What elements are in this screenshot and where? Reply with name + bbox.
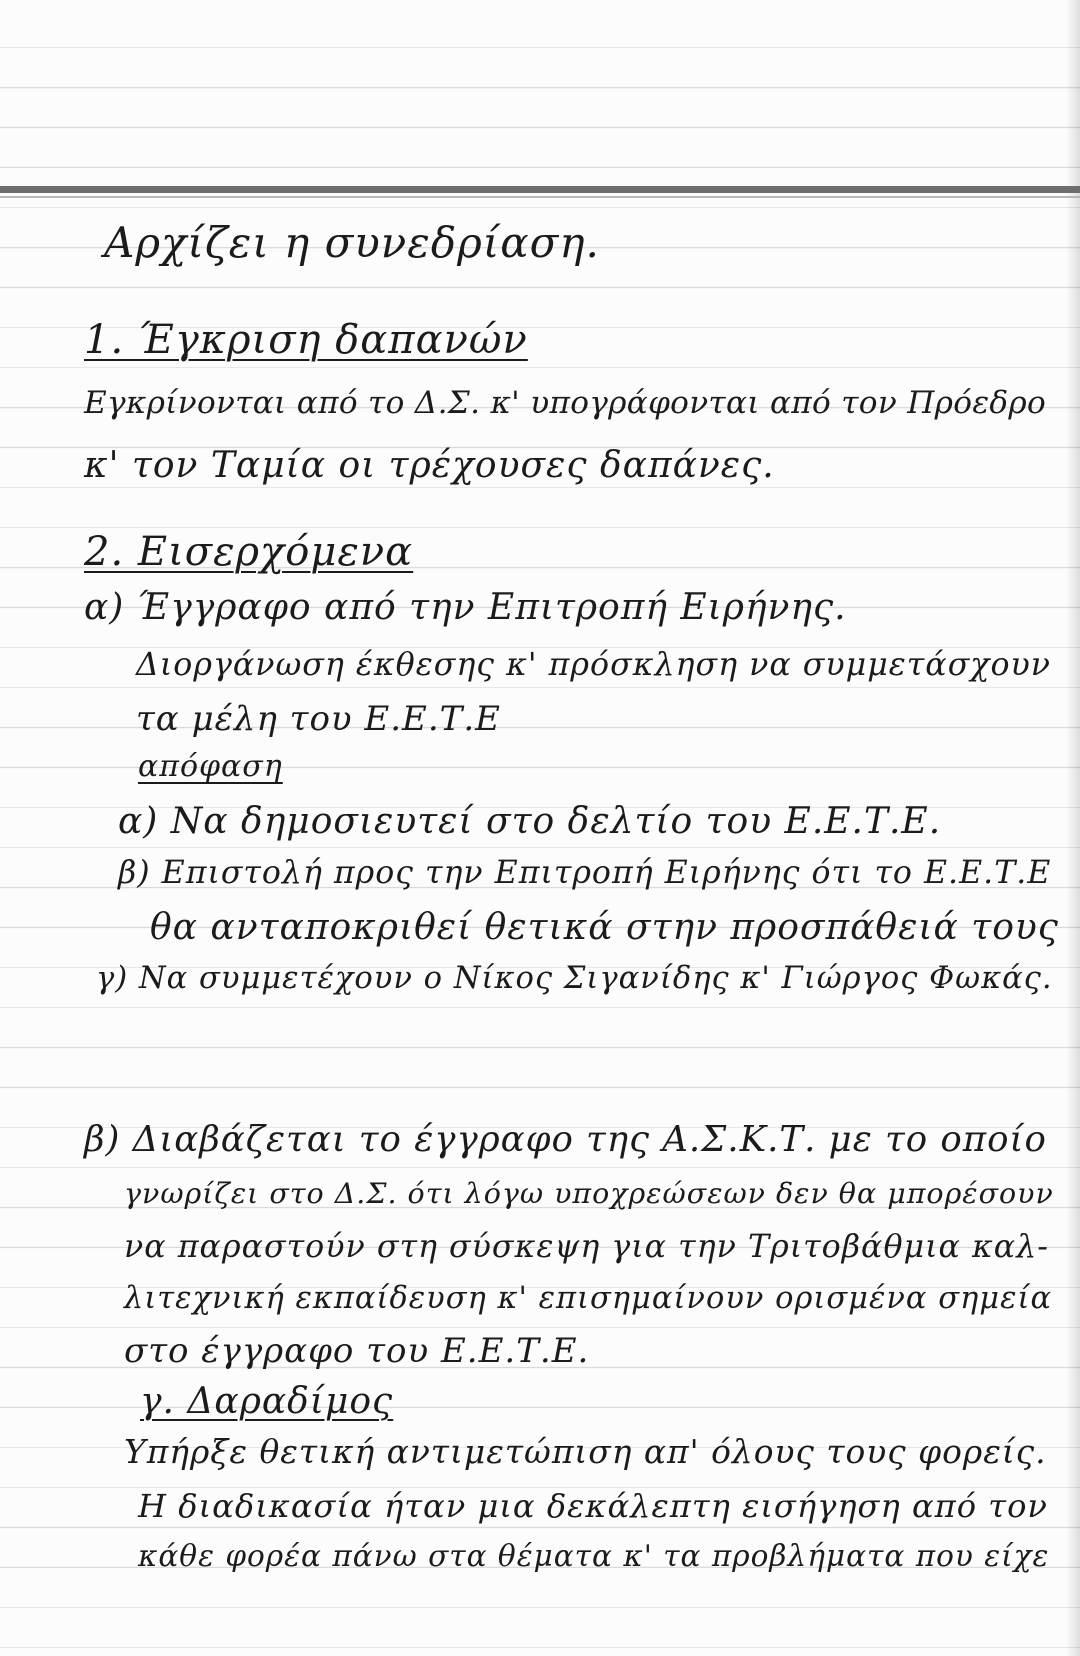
item2b-line1: β) Διαβάζεται το έγγραφο της Α.Σ.Κ.Τ. με το οποίο — [84, 1119, 1047, 1160]
item2a-decision-c: γ) Να συμμετέχουν ο Νίκος Σιγανίδης κ' Γιώργος Φωκάς. — [96, 961, 1053, 996]
page-edge-shadow — [1066, 0, 1080, 1656]
opening-line: Αρχίζει η συνεδρίαση. — [104, 218, 600, 267]
item2-heading: 2. Εισερχόμενα — [84, 529, 414, 575]
item2a-decision-b2: θα ανταποκριθεί θετικά στην προσπάθειά τους — [150, 907, 1059, 948]
item2a-line2: τα μέλη του Ε.Ε.Τ.Ε — [136, 699, 501, 739]
item2b-line3: να παραστούν στη σύσκεψη για την Τριτοβάθμια καλ- — [124, 1229, 1049, 1265]
item2a-line1: Διοργάνωση έκθεσης κ' πρόσκληση να συμμετάσχουν — [136, 647, 1052, 683]
item2b-line5: στο έγγραφο του Ε.Ε.Τ.Ε. — [124, 1331, 590, 1371]
item1-line1: Εγκρίνονται από το Δ.Σ. κ' υπογράφονται από τον Πρόεδρο — [84, 385, 1046, 421]
item1-line2: κ' τον Ταμία οι τρέχουσες δαπάνες. — [84, 445, 775, 486]
item2c-line1: Υπήρξε θετική αντιμετώπιση απ' όλους τους φορείς. — [124, 1432, 1047, 1471]
item2c-line2: Η διαδικασία ήταν μια δεκάλεπτη εισήγηση από τον — [138, 1487, 1048, 1525]
header-rule — [0, 186, 1080, 193]
item2a-decision-b1: β) Επιστολή προς την Επιτροπή Ειρήνης ότι το Ε.Ε.Τ.Ε — [118, 855, 1052, 891]
item2b-line4: λιτεχνική εκπαίδευση κ' επισημαίνουν ορισμένα σημεία — [124, 1281, 1053, 1316]
item2a-title: α) Έγγραφο από την Επιτροπή Ειρήνης. — [84, 587, 847, 628]
item2c-heading: γ. Δαραδίμος — [140, 1381, 394, 1422]
item2a-decision-a: α) Να δημοσιευτεί στο δελτίο του Ε.Ε.Τ.Ε. — [118, 801, 942, 842]
item2c-line3: κάθε φορέα πάνω στα θέματα κ' τα προβλήματα που είχε — [138, 1539, 1050, 1573]
header-rule-secondary — [0, 196, 1080, 198]
item2a-decision-label: απόφαση — [138, 749, 283, 784]
item1-heading: 1. Έγκριση δαπανών — [84, 317, 528, 363]
item2b-line2: γνωρίζει στο Δ.Σ. ότι λόγω υποχρεώσεων δεν θα μπορέσουν — [124, 1177, 1054, 1210]
